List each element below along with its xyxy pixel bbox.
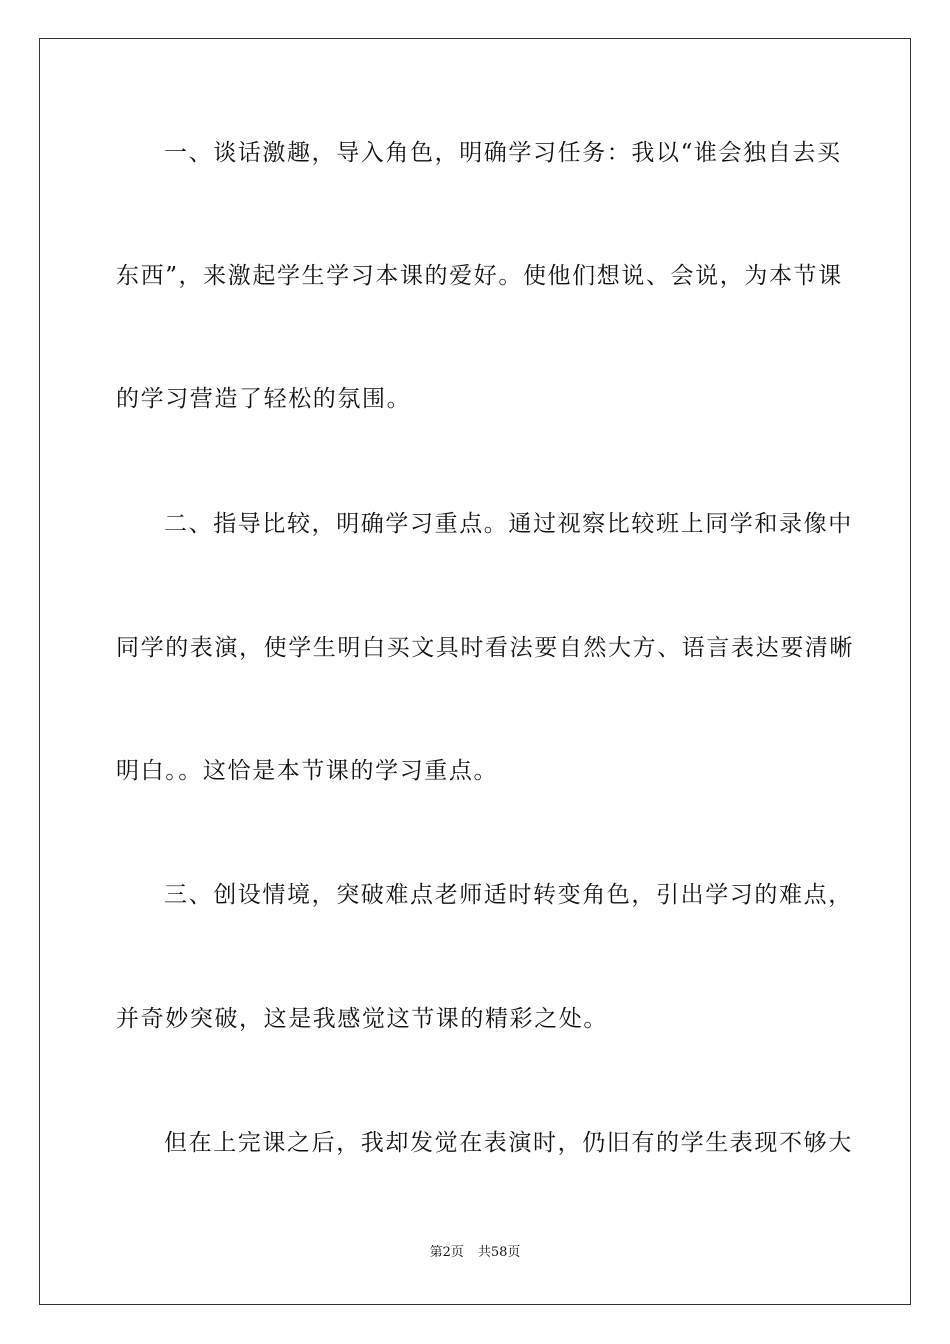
paragraph-3-line-2: 并奇妙突破，这是我感觉这节课的精彩之处。 bbox=[116, 1006, 608, 1032]
paragraph-4-line-1: 但在上完课之后，我却发觉在表演时，仍旧有的学生表现不够大 bbox=[164, 1130, 853, 1156]
paragraph-2-line-3: 明白。。这恰是本节课的学习重点。 bbox=[116, 758, 499, 784]
page-footer bbox=[0, 1244, 950, 1262]
paragraph-1-line-2: 东西”，来激起学生学习本课的爱好。使他们想说、会说，为本节课 bbox=[116, 263, 843, 289]
total-pages: 共58页 bbox=[477, 1245, 521, 1260]
paragraph-1-line-1: 一、谈话激趣，导入角色，明确学习任务：我以“谁会独自去买 bbox=[164, 140, 842, 166]
page-number: 第2页 bbox=[429, 1245, 464, 1260]
paragraph-2-line-1: 二、指导比较，明确学习重点。通过视察比较班上同学和录像中 bbox=[164, 511, 853, 537]
paragraph-3-line-1: 三、创设情境，突破难点老师适时转变角色，引出学习的难点， bbox=[164, 882, 853, 908]
page-frame bbox=[39, 38, 911, 1305]
paragraph-2-line-2: 同学的表演，使学生明白买文具时看法要自然大方、语言表达要清晰 bbox=[116, 635, 854, 661]
paragraph-1-line-3: 的学习营造了轻松的氛围。 bbox=[116, 386, 412, 412]
